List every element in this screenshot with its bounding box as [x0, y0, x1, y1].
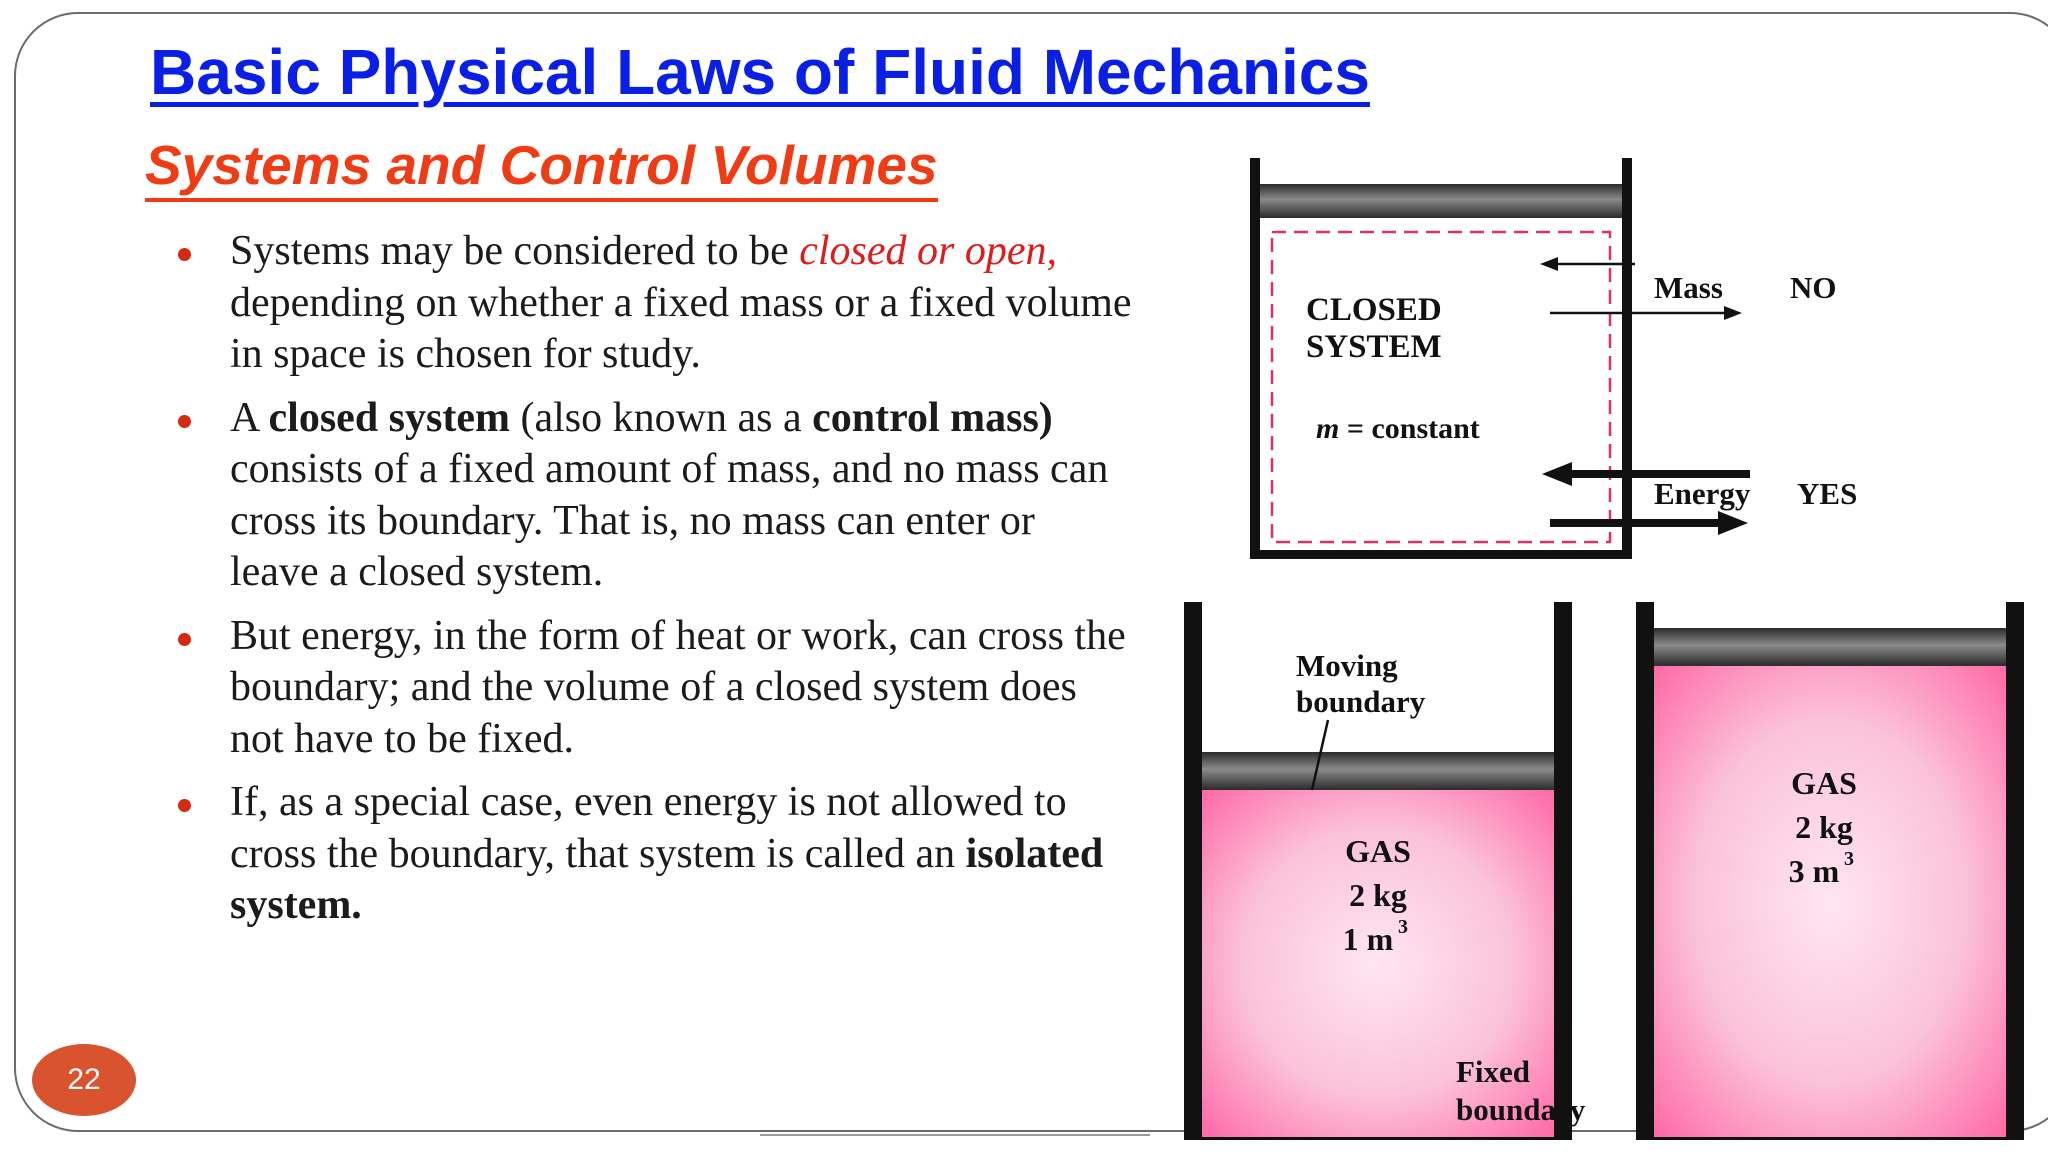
bullet-dot-icon — [178, 415, 191, 428]
right-cyl-gas — [1654, 666, 2006, 1137]
energy-label: Energy — [1654, 476, 1751, 511]
bullet-dot-icon — [178, 633, 191, 646]
closed-label-line1: CLOSED — [1306, 292, 1442, 328]
moving-boundary-line2: boundary — [1296, 684, 1426, 719]
page-number-badge: 22 — [32, 1044, 136, 1116]
right-cyl-left-wall — [1636, 602, 1654, 1140]
bullet-text: If, as a special case, even energy is not allowed to cross the boundary, that system is called an — [230, 779, 1067, 877]
bullet-text: Systems may be considered to be — [230, 228, 800, 274]
bullet-dot-icon — [178, 248, 191, 261]
moving-boundary-line1: Moving — [1296, 648, 1398, 683]
equation-var: m — [1316, 412, 1340, 445]
closed-right-wall — [1622, 158, 1632, 558]
right-gas-volume-exp: 3 — [1844, 848, 1854, 870]
closed-label-line2: SYSTEM — [1306, 329, 1442, 365]
energy-answer: YES — [1797, 476, 1858, 511]
system-boundary-dashed — [1272, 232, 1610, 542]
expanded-cylinder — [1636, 602, 2024, 1140]
bullet-item — [172, 777, 1132, 932]
bullet-text: consists of a fixed amount of mass, and no mass can cross its boundary. That is, no mass can enter or leave a closed system. — [230, 446, 1109, 595]
left-cyl-piston — [1202, 752, 1554, 790]
bullet-text: depending on whether a fixed mass or a fixed volume in space is chosen for study. — [230, 279, 1132, 377]
slide-subtitle: Systems and Control Volumes — [145, 132, 938, 202]
bullet-text: A — [230, 394, 269, 441]
energy-arrow-out-head — [1718, 511, 1748, 535]
bullet-text: isolated system. — [230, 830, 1104, 928]
mass-label: Mass — [1654, 270, 1723, 305]
closed-system-container — [1250, 158, 1857, 559]
left-cyl-right-wall — [1554, 602, 1572, 1140]
closed-piston — [1260, 184, 1622, 218]
bullet-item — [172, 611, 1132, 766]
left-gas-label: GAS — [1345, 833, 1411, 869]
bullet-text: But energy, in the form of heat or work, can cross the boundary; and the volume of a closed system does not have to be fixed. — [230, 612, 1126, 762]
right-gas-volume: 3 m — [1788, 853, 1840, 889]
fixed-boundary-line1: Fixed — [1456, 1054, 1531, 1089]
bullet-text: (also known as a — [509, 394, 813, 441]
bullet-item — [172, 393, 1132, 599]
bullet-text: control mass) — [812, 394, 1053, 441]
bullet-list — [172, 226, 1132, 944]
left-gas-mass: 2 kg — [1349, 877, 1407, 913]
bullet-text: closed or open, — [799, 228, 1058, 274]
mass-constant-equation — [1316, 412, 1480, 445]
bottom-rule — [760, 1134, 1150, 1136]
mass-arrow-in-head — [1540, 257, 1558, 271]
right-gas-mass: 2 kg — [1795, 809, 1853, 845]
left-gas-volume-exp: 3 — [1398, 916, 1408, 938]
equation-rest: = constant — [1339, 412, 1480, 445]
fixed-boundary-line2: boundary — [1456, 1092, 1586, 1127]
right-cyl-piston — [1654, 628, 2006, 666]
closed-bottom-wall — [1250, 550, 1632, 559]
diagram-svg — [1170, 140, 2030, 1140]
closed-left-wall — [1250, 158, 1260, 558]
slide-title: Basic Physical Laws of Fluid Mechanics — [150, 36, 1370, 108]
moving-boundary-cylinder — [1184, 602, 1586, 1140]
right-gas-label: GAS — [1791, 765, 1857, 801]
left-gas-volume: 1 m — [1342, 921, 1394, 957]
bullet-dot-icon — [178, 799, 191, 812]
left-cyl-bottom-wall — [1184, 1137, 1572, 1140]
bullet-item — [172, 226, 1132, 381]
mass-arrow-out-head — [1724, 306, 1742, 320]
energy-arrow-in-head — [1542, 462, 1572, 486]
right-cyl-bottom-wall — [1636, 1137, 2024, 1140]
right-cyl-right-wall — [2006, 602, 2024, 1140]
left-cyl-left-wall — [1184, 602, 1202, 1140]
closed-system-diagram — [1170, 140, 2030, 1140]
mass-answer: NO — [1790, 270, 1837, 305]
bullet-text: closed system — [268, 394, 510, 441]
